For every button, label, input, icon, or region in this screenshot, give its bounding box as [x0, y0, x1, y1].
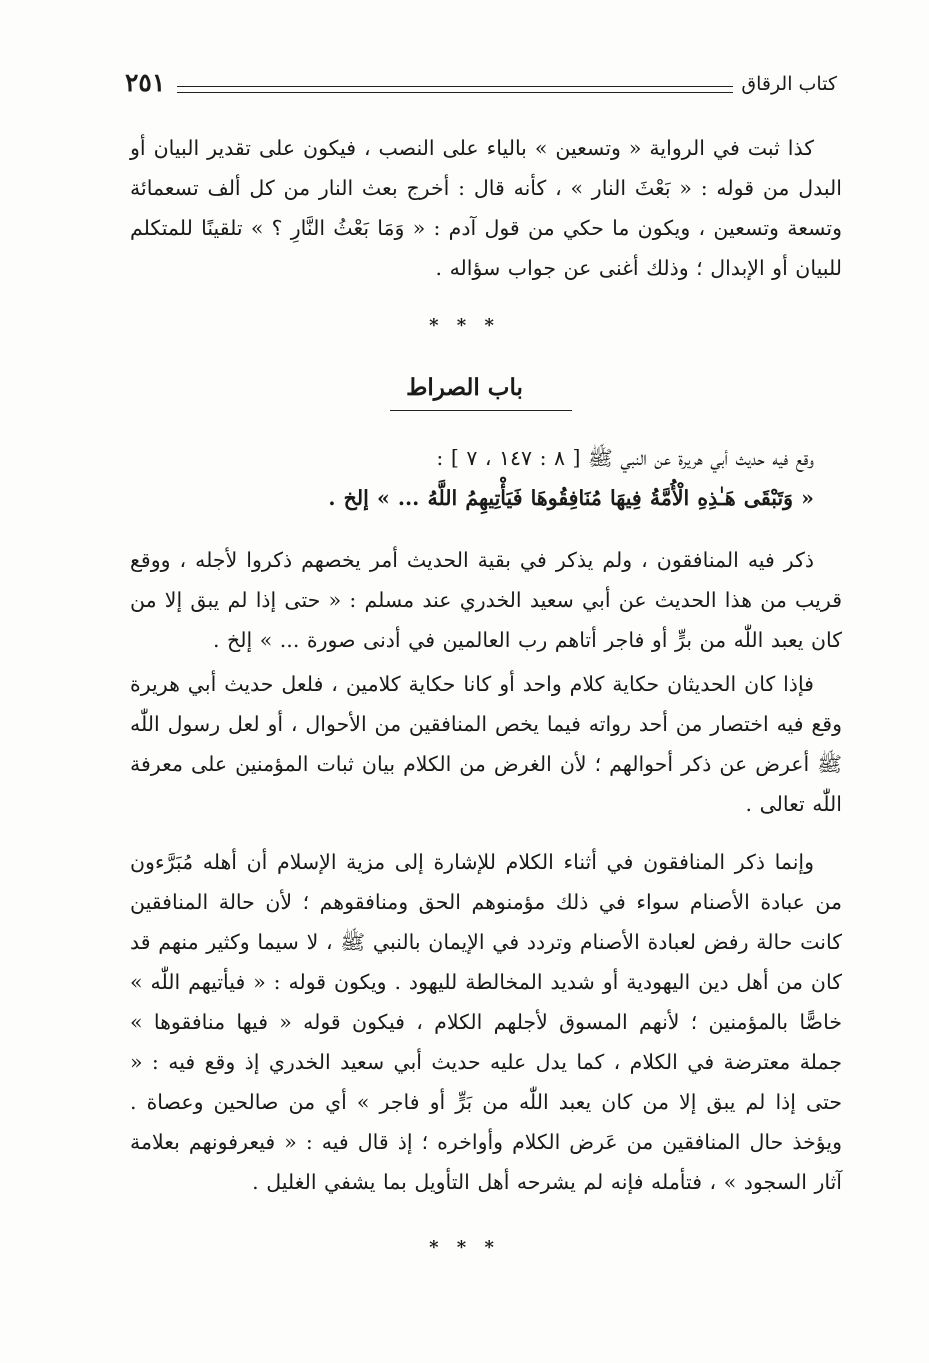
hadith-block — [130, 438, 842, 518]
paragraph-3 — [130, 540, 842, 660]
section-separator-2: * * * — [429, 1237, 500, 1258]
running-header — [125, 70, 837, 104]
chapter-title: باب الصراط — [406, 374, 523, 401]
paragraph-1 — [130, 128, 842, 288]
hadith-text: « وَتَبْقَى هَـٰذِهِ الْأُمَّةُ فِيهَا مُنَافِقُوهَا فَيَأْتِيهِمُ اللَّهُ ... » إلخ . — [328, 486, 814, 510]
chapter-heading — [0, 370, 929, 410]
paragraph-4 — [130, 664, 842, 824]
section-separator-1: * * * — [429, 315, 500, 336]
book-title: كتاب الرقاق — [741, 73, 837, 95]
paragraph-3-text: ذكر فيه المنافقون ، ولم يذكر في بقية الحديث أمر يخصهم ذكروا لأجله ، ووقع قريب من هذا الحديث عن أبي سعيد الخدري عند مسلم : « حتى إذا لم يبق إلا من كان يعبد اللّٰه من برٍّ أو فاجر أتاهم رب العالمين في أدنى صورة ... » إلخ . — [130, 548, 842, 652]
page-number: ٢٥١ — [125, 68, 166, 97]
header-double-rule — [177, 86, 733, 93]
chapter-underline — [390, 410, 572, 411]
paragraph-4-text: فإذا كان الحديثان حكاية كلام واحد أو كانا حكاية كلامين ، فلعل حديث أبي هريرة وقع فيه اختصار من أحد رواته فيما يخص المنافقين من الأحوال ، أو لعل رسول اللّٰه ﷺ أعرض عن ذكر أحوالهم ؛ لأن الغرض من الكلام بيان ثبات المؤمنين على معرفة اللّٰه تعالى . — [130, 672, 842, 816]
paragraph-1-text: كذا ثبت في الرواية « وتسعين » بالياء على النصب ، فيكون على تقدير البيان أو البدل من قوله : « بَعْثَ النار » ، كأنه قال : أخرج بعث النار من كل ألف تسعمائة وتسعة وتسعين ، ويكون ما حكي من قول آدم : « وَمَا بَعْثُ النَّارِ ؟ » تلقينًا للمتكلم للبيان أو الإبدال ؛ وذلك أغنى عن جواب سؤاله . — [130, 136, 842, 280]
hadith-intro: وقع فيه حديث أبي هريرة عن النبي ﷺ [ ٨ : ١٤٧ ، ٧ ] : — [436, 446, 814, 470]
paragraph-5 — [130, 842, 842, 1202]
paragraph-5-text: وإنما ذكر المنافقون في أثناء الكلام للإشارة إلى مزية الإسلام أن أهله مُبَرَّءون من عبادة الأصنام سواء في ذلك مؤمنوهم الحق ومنافقوهم ؛ لأن حالة المنافقين كانت حالة رفض لعبادة الأصنام وتردد في الإيمان بالنبي ﷺ ، لا سيما وكثير منهم قد كان من أهل دين اليهودية أو شديد المخالطة لليهود . ويكون قوله : « فيأتيهم اللّٰه » خاصًّا بالمؤمنين ؛ لأنهم المسوق لأجلهم الكلام ، فيكون قوله « فيها منافقوها » جملة معترضة في الكلام ، كما يدل عليه حديث أبي سعيد الخدري إذ وقع فيه : « حتى إذا لم يبق إلا من كان يعبد اللّٰه من بَرٍّ أو فاجر » أي من صالحين وعصاة . ويؤخذ حال المنافقين من عَرض الكلام وأواخره ؛ إذ قال فيه : « فيعرفونهم بعلامة آثار السجود » ، فتأمله فإنه لم يشرحه أهل التأويل بما يشفي الغليل . — [130, 850, 842, 1194]
